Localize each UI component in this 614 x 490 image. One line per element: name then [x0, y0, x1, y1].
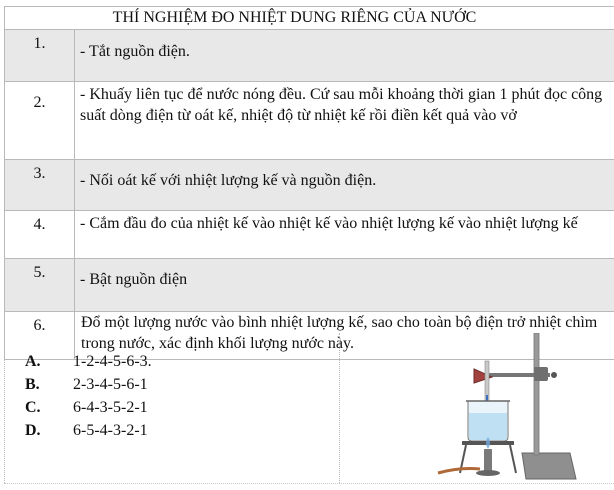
option-letter: D.: [25, 421, 73, 441]
steps-table: [4, 6, 614, 360]
step-number: 1.: [5, 30, 75, 82]
table-row: [5, 160, 614, 211]
table-header-row: [5, 7, 614, 30]
step-number: 4.: [5, 211, 75, 259]
table-row: [5, 30, 614, 82]
answer-options: [4, 333, 340, 483]
table-title: THÍ NGHIỆM ĐO NHIỆT DUNG RIÊNG CỦA NƯỚC: [5, 7, 614, 30]
step-text: - Tắt nguồn điện.: [75, 30, 614, 82]
step-text: - Nối oát kế với nhiệt lượng kế và nguồn điện.: [75, 160, 614, 211]
table-row: [5, 82, 614, 160]
option-text: 1-2-4-5-6-3.: [73, 353, 152, 370]
option-text: 2-3-4-5-6-1: [73, 376, 148, 393]
option-a[interactable]: [25, 352, 152, 372]
step-number: 6.: [5, 312, 75, 360]
table-row: [5, 211, 614, 259]
step-number: 2.: [5, 82, 75, 160]
option-text: 6-5-4-3-2-1: [73, 422, 148, 439]
step-text: - Cắm đầu đo của nhiệt kế vào nhiệt kế vào nhiệt lượng kế vào nhiệt lượng kế: [75, 211, 614, 259]
step-number: 3.: [5, 160, 75, 211]
option-b[interactable]: [25, 375, 148, 395]
option-letter: A.: [25, 352, 73, 372]
calorimeter-apparatus-icon: [430, 333, 614, 485]
option-c[interactable]: [25, 398, 148, 418]
step-text: - Bật nguồn điện: [75, 259, 614, 312]
bottom-divider: [4, 483, 614, 484]
step-text: Đổ một lượng nước vào bình nhiệt lượng kế, sao cho toàn bộ điện trở nhiệt chìm trong nước, xác định khối lượng nước này.: [75, 312, 614, 360]
option-text: 6-4-3-5-2-1: [73, 399, 148, 416]
option-d[interactable]: [25, 421, 148, 441]
option-letter: C.: [25, 398, 73, 418]
option-letter: B.: [25, 375, 73, 395]
table-row: [5, 259, 614, 312]
step-text: - Khuấy liên tục để nước nóng đều. Cứ sau mỗi khoảng thời gian 1 phút đọc công suất dòng điện từ oát kế, nhiệt độ từ nhiệt kế rồi điền kết quả vào vở: [75, 82, 614, 160]
step-number: 5.: [5, 259, 75, 312]
